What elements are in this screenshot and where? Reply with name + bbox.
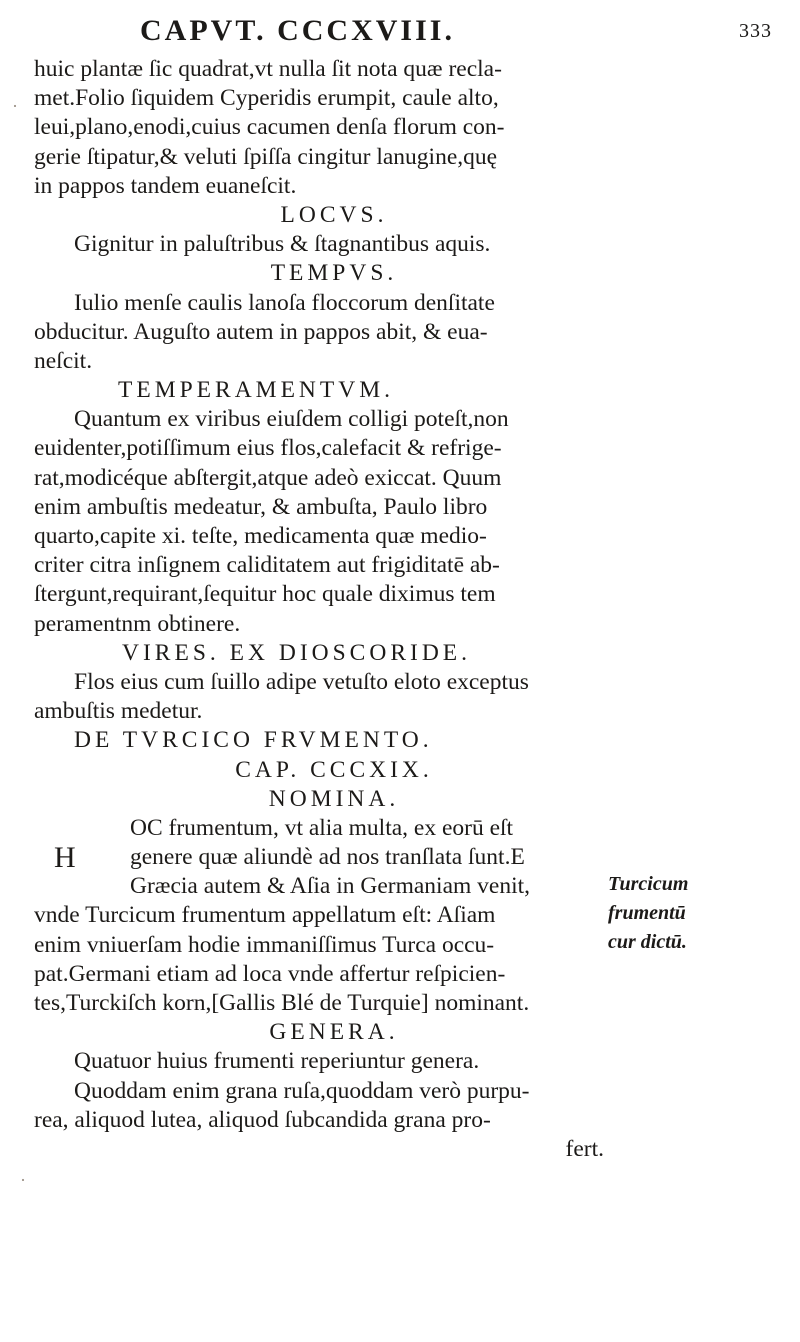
text-line: rat,modicéque abſtergit,atque adeò exiccat. Quum	[34, 464, 502, 491]
chapter-number: CAP. CCCXIX.	[235, 756, 433, 783]
text-line: Quoddam enim grana ruſa,quoddam verò purpu-	[74, 1077, 530, 1104]
text-line: Flos eius cum ſuillo adipe vetuſto eloto exceptus	[74, 668, 529, 695]
section-heading-vires: VIRES. EX DIOSCORIDE.	[122, 639, 472, 666]
text-line: peramentnm obtinere.	[34, 610, 241, 637]
paper-speck: ·	[20, 1170, 26, 1190]
text-line: euidenter,potiſſimum eius flos,calefacit & refrige-	[34, 435, 502, 462]
chapter-title: DE TVRCICO FRVMENTO.	[74, 727, 433, 754]
margin-note-line: frumentū	[608, 902, 686, 924]
section-heading-locus: LOCVS.	[280, 201, 388, 228]
section-heading-temperamentum: TEMPERAMENTVM.	[118, 377, 394, 404]
text-line: tes,Turckiſch korn,[Gallis Blé de Turquie] nominant.	[34, 990, 530, 1016]
text-line: vnde Turcicum frumentum appellatum eſt: Aſiam	[34, 902, 496, 929]
paper-speck: ·	[12, 96, 18, 116]
text-line: obducitur. Auguſto autem in pappos abit, & eua-	[34, 318, 488, 345]
text-line: gerie ſtipatur,& veluti ſpiſſa cingitur lanugine,quę	[34, 143, 498, 170]
text-line: Gignitur in paluſtribus & ſtagnantibus aquis.	[74, 231, 491, 258]
first-line-text: OC frumentum, vt alia multa, ex eorū eſt	[130, 814, 514, 841]
text-line: fert.	[565, 1135, 604, 1162]
text-line: leui,plano,enodi,cuius cacumen denſa florum con-	[34, 114, 505, 141]
text-line: Quantum ex viribus eiuſdem colligi poteſt,non	[74, 406, 509, 433]
page-number: 333	[739, 20, 772, 42]
text-line: Iulio menſe caulis lanoſa floccorum denſitate	[74, 289, 495, 316]
margin-note-line: Turcicum	[608, 873, 689, 895]
text-line: criter citra inſignem caliditatem aut frigiditatē ab-	[34, 552, 500, 579]
text-line: ambuſtis medetur.	[34, 698, 203, 725]
section-heading-genera: GENERA.	[269, 1019, 399, 1046]
text-line: pat.Germani etiam ad loca vnde affertur reſpicien-	[34, 960, 506, 987]
text-line: Quatuor huius frumenti reperiuntur genera.	[74, 1048, 480, 1075]
text-line: in pappos tandem euaneſcit.	[34, 172, 297, 199]
text-line: enim ambuſtis medeatur, & ambuſta, Paulo libro	[34, 493, 488, 520]
text-line: ſtergunt,requirant,ſequitur hoc quale diximus tem	[34, 581, 496, 608]
text-line: genere quæ aliundè ad nos tranſlata ſunt.E	[130, 844, 525, 871]
section-heading-nomina: NOMINA.	[268, 785, 400, 812]
drop-cap-initial: H	[54, 840, 76, 874]
text-line: rea, aliquod lutea, aliquod ſubcandida grana pro-	[34, 1106, 491, 1133]
text-line: huic plantæ ſic quadrat,vt nulla ſit nota quæ recla-	[34, 56, 502, 82]
margin-note	[608, 870, 798, 957]
running-header	[140, 14, 800, 54]
text-line: Græcia autem & Aſia in Germaniam venit,	[130, 873, 531, 900]
text-line: neſcit.	[34, 347, 93, 374]
chapter-heading: CAPVT. CCCXVIII.	[140, 14, 455, 47]
text-line: enim vniuerſam hodie immaniſſimus Turca occu-	[34, 931, 495, 958]
text-body	[34, 55, 634, 1164]
text-line: met.Folio ſiquidem Cyperidis erumpit, caule alto,	[34, 85, 499, 112]
text-line: quarto,capite xi. teſte, medicamenta quæ medio-	[34, 523, 487, 549]
margin-note-line: cur dictū.	[608, 931, 687, 953]
section-heading-tempus: TEMPVS.	[270, 260, 398, 287]
